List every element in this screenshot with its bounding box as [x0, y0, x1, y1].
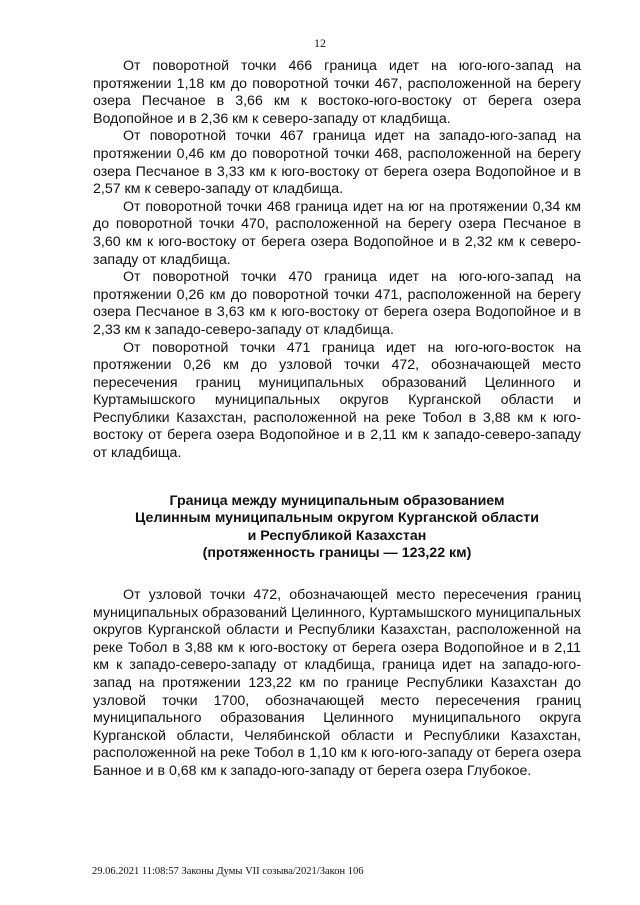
document-footer: 29.06.2021 11:08:57 Законы Думы VII созыва/2021/Закон 106 [92, 866, 364, 877]
paragraph-point-466: От поворотной точки 466 граница идет на юго-юго-запад на протяжении 1,18 км до поворотной точки 467, расположенной на берегу озера Песчаное в 3,66 км к востоко-юго-востоку от берега озера Водопойное и в 2,36 км к северо-западу от кладбища. [93, 58, 581, 127]
paragraph-point-472: От узловой точки 472, обозначающей место пересечения границ муниципальных образований Целинного, Куртамышского муниципальных округов Курганской области и Республики Казахстан, расположенной на реке Тобол в 3,88 км к юго-востоку от берега озера Водопойное и в 2,11 км к западо-северо-западу от кладбища, граница идет на западо-юго-запад на протяжении 123,22 км по границе Республики Казахстан до узловой точки 1700, обозначающей место пересечения границ муниципального образования Целинного муниципального округа Курганской области, Челябинской области и Республики Казахстан, расположенной на реке Тобол в 1,10 км к юго-юго-западу от берега озера Банное и в 0,68 км к западо-юго-западу от берега озера Глубокое. [93, 587, 581, 779]
heading-line-4: (протяженность границы — 123,22 км) [202, 545, 472, 562]
heading-line-3: и Республикой Казахстан [247, 527, 427, 544]
document-body [93, 58, 581, 781]
paragraph-point-470: От поворотной точки 470 граница идет на юго-юго-запад на протяжении 0,26 км до поворотной точки 471, расположенной на берегу озера Песчаное в 3,63 км к юго-востоку от берега озера Водопойное и в 2,33 км к западо-северо-западу от кладбища. [93, 269, 581, 338]
page-number: 12 [314, 36, 326, 50]
heading-line-2: Целинным муниципальным округом Курганской области [135, 510, 539, 527]
heading-line-1: Граница между муниципальным образованием [169, 492, 505, 509]
paragraph-point-468: От поворотной точки 468 граница идет на юг на протяжении 0,34 км до поворотной точки 470, расположенной на берегу озера Песчаное в 3,60 км к юго-востоку от берега озера Водопойное и в 2,32 км к северо-западу от кладбища. [93, 198, 581, 268]
paragraph-point-471: От поворотной точки 471 граница идет на юго-юго-восток на протяжении 0,26 км до узловой точки 472, обозначающей место пересечения границ муниципальных образований Целинного и Куртамышского муниципальных округов Курганской области и Республики Казахстан, расположенной на реке Тобол в 3,88 км к юго-востоку от берега озера Водопойное и в 2,11 км к западо-северо-западу от кладбища. [93, 339, 581, 462]
section-heading [93, 493, 581, 563]
paragraph-point-467: От поворотной точки 467 граница идет на западо-юго-запад на протяжении 0,46 км до поворотной точки 468, расположенной на берегу озера Песчаное в 3,33 км к юго-востоку от берега озера Водопойное и в 2,57 км к северо-западу от кладбища. [93, 128, 581, 198]
